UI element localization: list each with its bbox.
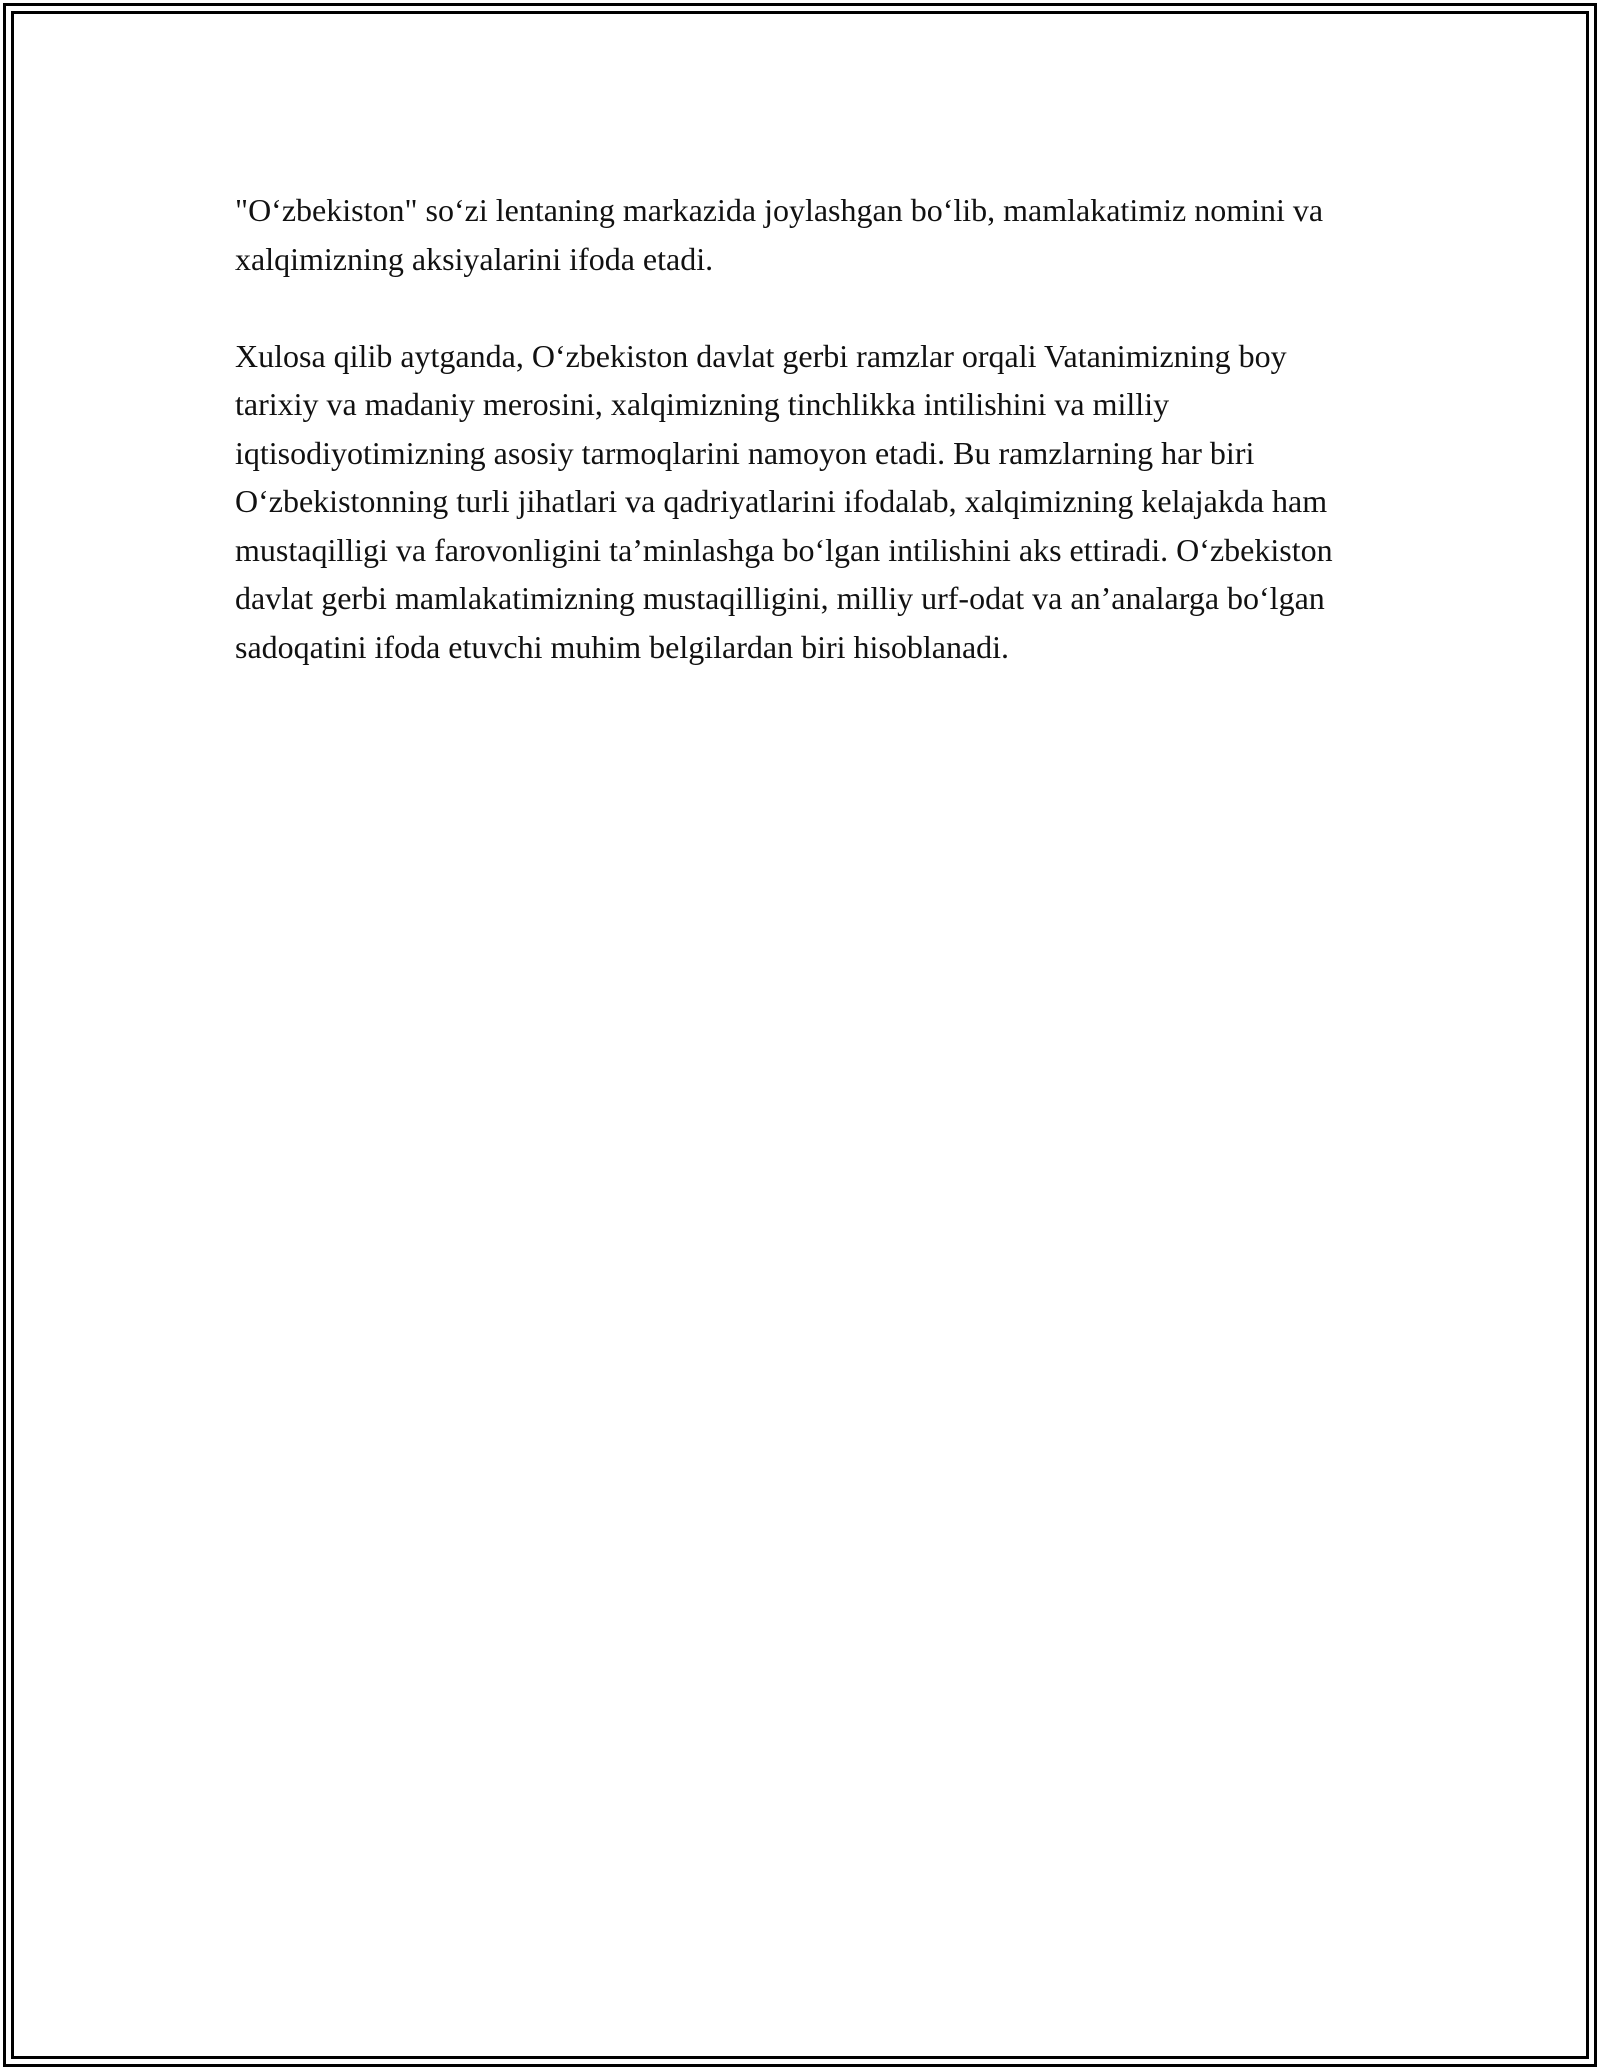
paragraph-emblem-text: "O‘zbekiston" so‘zi lentaning markazida joylashgan bo‘lib, mamlakatimiz nomini va xalqimizning aksiyalarini ifoda etadi.	[235, 192, 1324, 277]
paragraph-conclusion: Xulosa qilib aytganda, O‘zbekiston davlat gerbi ramzlar orqali Vatanimizning boy tarixiy va madaniy merosini, xalqimizning tinchlikka intilishini va milliy iqtisodiyotimizning asosiy tarmoqlarini namoyon etadi. Bu ramzlarning har biri O‘zbekistonning turli jihatlari va qadriyatlarini ifodalab, xalqimizning kelajakda ham mustaqilligi va farovonligini ta’minlashga bo‘lgan intilishini aks ettiradi. O‘zbekiston davlat gerbi mamlakatimizning mustaqilligini, milliy urf-odat va an’analarga bo‘lgan sadoqatini ifoda etuvchi muhim belgilardan biri hisoblanadi.	[235, 337, 1333, 665]
document-body	[235, 186, 1375, 671]
